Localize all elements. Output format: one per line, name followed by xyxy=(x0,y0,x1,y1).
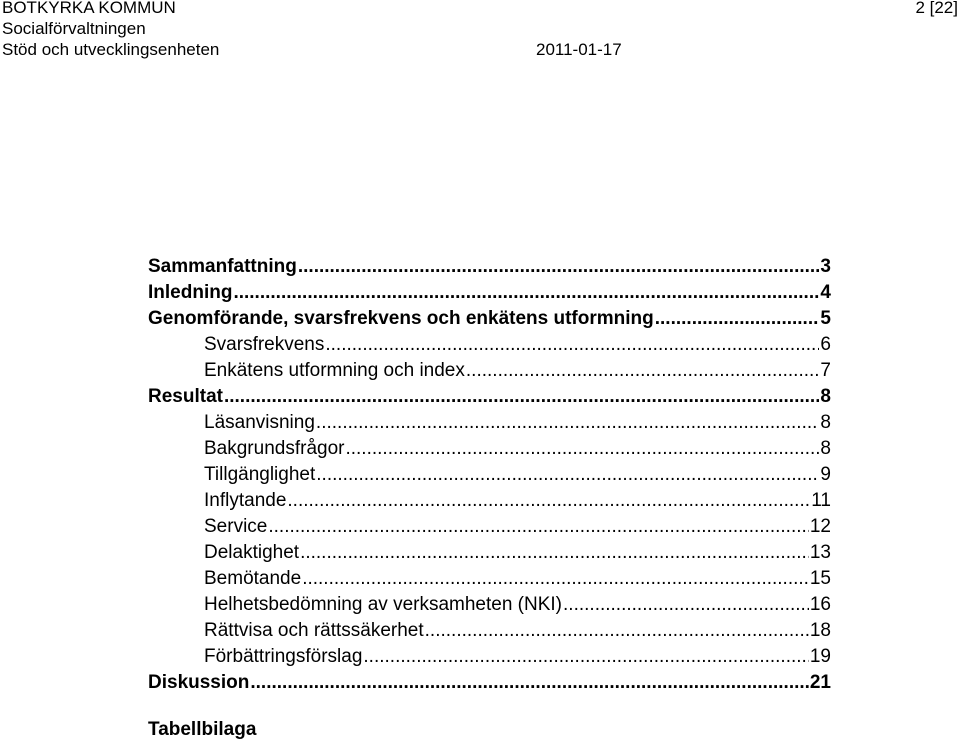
toc-entry[interactable] xyxy=(148,254,831,280)
toc-entry-page: 21 xyxy=(809,672,831,693)
toc-entry-page: 5 xyxy=(820,308,831,329)
toc-entry[interactable] xyxy=(204,358,831,384)
toc-entry-title: Förbättringsförslag xyxy=(204,646,363,667)
toc-entry-title: Läsanvisning xyxy=(204,412,315,433)
toc-dot-leader xyxy=(302,566,809,592)
toc-entry-page: 11 xyxy=(811,490,831,511)
toc-entry-page: 8 xyxy=(820,438,831,459)
toc-entry-page: 3 xyxy=(820,256,831,277)
table-of-contents xyxy=(148,254,831,696)
toc-dot-leader xyxy=(300,540,809,566)
toc-dot-leader xyxy=(655,306,820,332)
toc-entry-page: 8 xyxy=(820,412,831,433)
toc-entry[interactable] xyxy=(148,384,831,410)
organization-name: BOTKYRKA KOMMUN xyxy=(2,0,176,17)
toc-dot-leader xyxy=(466,358,820,384)
toc-entry-title: Inflytande xyxy=(204,490,287,511)
toc-entry-page: 4 xyxy=(820,282,831,303)
toc-entry-title: Resultat xyxy=(148,386,223,407)
toc-dot-leader xyxy=(250,670,808,696)
toc-entry-title: Helhetsbedömning av verksamheten (NKI) xyxy=(204,594,563,615)
toc-dot-leader xyxy=(316,462,819,488)
toc-entry-page: 8 xyxy=(820,386,831,407)
toc-entry-page: 19 xyxy=(809,646,831,667)
toc-entry[interactable] xyxy=(204,592,831,618)
toc-dot-leader xyxy=(287,488,810,514)
toc-entry-title: Sammanfattning xyxy=(148,256,297,277)
toc-dot-leader xyxy=(363,644,808,670)
toc-dot-leader xyxy=(224,384,819,410)
appendix-heading: Tabellbilaga xyxy=(148,719,257,740)
toc-dot-leader xyxy=(268,514,809,540)
toc-entry[interactable] xyxy=(204,540,831,566)
toc-entry[interactable] xyxy=(204,488,831,514)
toc-entry[interactable] xyxy=(204,462,831,488)
page-header xyxy=(0,0,960,66)
toc-dot-leader xyxy=(563,592,809,618)
toc-entry-title: Diskussion xyxy=(148,672,250,693)
toc-dot-leader xyxy=(345,436,819,462)
toc-entry-title: Bemötande xyxy=(204,568,302,589)
department-name: Socialförvaltningen xyxy=(2,19,146,38)
toc-entry-page: 18 xyxy=(809,620,831,641)
toc-entry-title: Svarsfrekvens xyxy=(204,334,325,355)
toc-dot-leader xyxy=(298,254,820,280)
toc-entry-title: Genomförande, svarsfrekvens och enkätens utformning xyxy=(148,308,654,329)
toc-entry[interactable] xyxy=(204,618,831,644)
toc-entry-title: Bakgrundsfrågor xyxy=(204,438,345,459)
toc-entry-title: Delaktighet xyxy=(204,542,300,563)
toc-entry-page: 13 xyxy=(809,542,831,563)
toc-entry[interactable] xyxy=(204,410,831,436)
document-date: 2011-01-17 xyxy=(536,40,622,59)
toc-entry-title: Enkätens utformning och index xyxy=(204,360,465,381)
toc-entry[interactable] xyxy=(204,566,831,592)
toc-dot-leader xyxy=(316,410,820,436)
toc-entry-page: 7 xyxy=(820,360,831,381)
toc-dot-leader xyxy=(233,280,819,306)
toc-entry-title: Tillgänglighet xyxy=(204,464,316,485)
toc-dot-leader xyxy=(325,332,819,358)
toc-entry-page: 16 xyxy=(809,594,831,615)
page-number: 2 [22] xyxy=(915,0,958,17)
toc-entry[interactable] xyxy=(204,514,831,540)
toc-entry-page: 15 xyxy=(809,568,831,589)
toc-entry-page: 6 xyxy=(820,334,831,355)
toc-entry[interactable] xyxy=(204,332,831,358)
toc-entry-title: Service xyxy=(204,516,268,537)
unit-name: Stöd och utvecklingsenheten xyxy=(2,40,220,59)
toc-entry-title: Inledning xyxy=(148,282,233,303)
toc-entry-page: 12 xyxy=(809,516,831,537)
toc-entry[interactable] xyxy=(148,280,831,306)
toc-entry[interactable] xyxy=(204,436,831,462)
toc-dot-leader xyxy=(425,618,809,644)
toc-entry-title: Rättvisa och rättssäkerhet xyxy=(204,620,424,641)
toc-entry[interactable] xyxy=(148,306,831,332)
toc-entry[interactable] xyxy=(148,670,831,696)
toc-entry-page: 9 xyxy=(820,464,831,485)
toc-entry[interactable] xyxy=(204,644,831,670)
